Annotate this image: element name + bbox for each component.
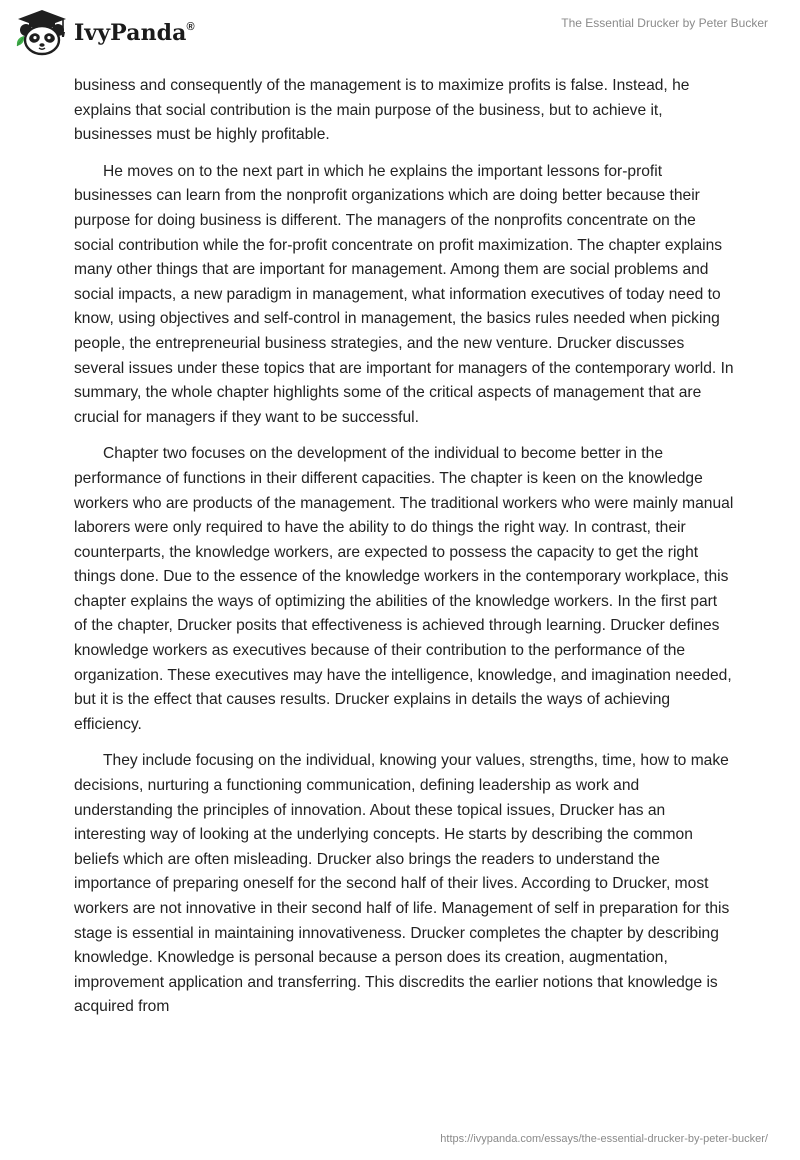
registered-mark: ® — [186, 21, 195, 33]
brand-name: IvyPanda® — [74, 20, 195, 46]
paragraph: business and consequently of the management is to maximize profits is false. Instead, he explains that social contribution is the main purpose of the business, but to achieve it, businesses must be highly profitable. — [74, 77, 690, 144]
document-title: The Essential Drucker by Peter Bucker — [561, 16, 768, 30]
source-url-link[interactable]: https://ivypanda.com/essays/the-essential-drucker-by-peter-bucker/ — [440, 1133, 768, 1145]
paragraph: He moves on to the next part in which he explains the important lessons for-profit businesses can learn from the nonprofit organizations which are doing better because their purpose for doing business is different. The managers of the nonprofits concentrate on the social contribution while the for-profit concentrate on profit maximization. The chapter explains many other things that are important for management. Among them are social problems and social impacts, a new paradigm in management, what information executives of today need to know, using objectives and self-control in management, the basics rules needed when picking people, the entrepreneurial business strategies, and the new venture. Drucker discusses several issues under these topics that are important for managers of the contemporary world. In summary, the whole chapter highlights some of the critical aspects of management that are crucial for managers if they want to be successful. — [74, 162, 734, 426]
panda-graduate-icon — [14, 8, 70, 56]
logo-link[interactable] — [14, 8, 195, 56]
paragraph: They include focusing on the individual, knowing your values, strengths, time, how to make decisions, nurturing a functioning communication, defining leadership as work and understanding the principles of innovation. About these topical issues, Drucker has an interesting way of looking at the underlying concepts. He starts by describing the common beliefs which are often misleading. Drucker also brings the readers to understand the importance of preparing oneself for the second half of their lives. According to Drucker, most workers are not innovative in their second half of life. Management of self in preparation for this stage is essential in maintaining innovativeness. Drucker completes the chapter by describing knowledge. Knowledge is personal because a person does its creation, augmentation, improvement application and transferring. This discredits the earlier notions that knowledge is acquired from — [74, 752, 730, 1016]
essay-body — [74, 74, 734, 1032]
paragraph: Chapter two focuses on the development of the individual to become better in the performance of functions in their different capacities. The chapter is keen on the knowledge workers who are products of the management. The traditional workers who were mainly manual laborers were only required to have the ability to do things the right way. In contrast, their counterparts, the knowledge workers, are expected to possess the capacity to get the right things done. Due to the essence of the knowledge workers in the contemporary workplace, this chapter explains the ways of optimizing the abilities of the knowledge workers. In the first part of the chapter, Drucker posits that effectiveness is achieved through learning. Drucker defines knowledge workers as executives because of their contribution to the performance of the organization. These executives may have the intelligence, knowledge, and imagination needed, but it is the effect that causes results. Drucker explains in details the ways of achieving efficiency. — [74, 445, 734, 733]
page-header — [0, 0, 800, 64]
